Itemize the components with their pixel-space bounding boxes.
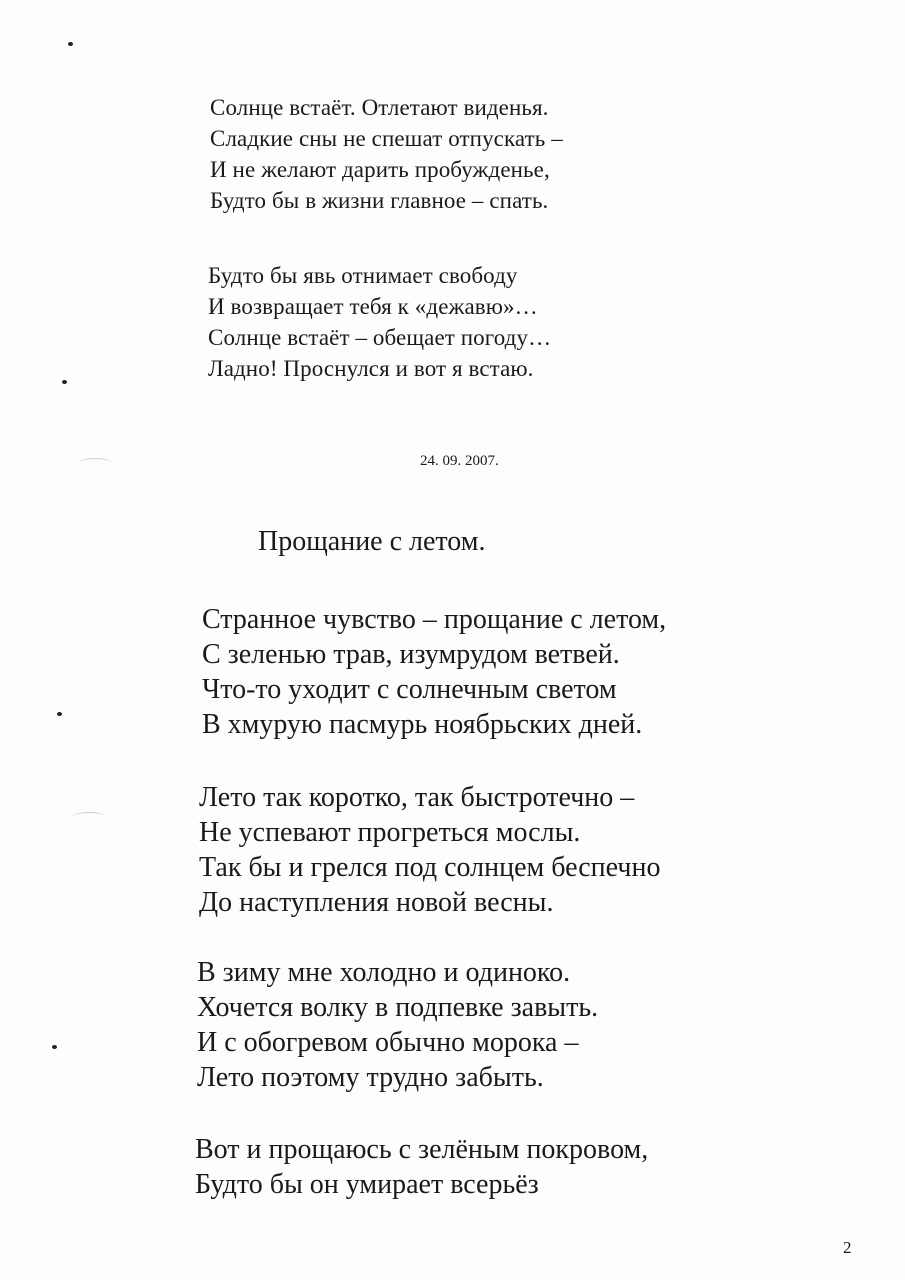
scan-speck [52, 1045, 57, 1049]
poem2-stanza-4 [195, 1132, 648, 1202]
poem1-stanza-2 [208, 260, 551, 384]
scan-smudge [78, 458, 112, 469]
poem1-stanza-1 [210, 92, 563, 216]
poem2-stanza-3 [197, 955, 598, 1095]
poem-line: Солнце встаёт. Отлетают виденья. [210, 95, 549, 120]
scan-speck [62, 380, 67, 384]
poem-line: Сладкие сны не спешат отпускать – [210, 126, 563, 151]
poem-line: Будто бы в жизни главное – спать. [210, 188, 549, 213]
poem-line: Так бы и грелся под солнцем беспечно [199, 852, 661, 883]
poem-line: Не успевают прогреться мослы. [199, 817, 581, 848]
poem-line: В зиму мне холодно и одиноко. [197, 957, 571, 988]
poem-line: И не желают дарить пробужденье, [210, 157, 550, 182]
poem-line: До наступления новой весны. [199, 887, 554, 918]
poem-line: Ладно! Проснулся и вот я встаю. [208, 356, 534, 381]
page-number: 2 [843, 1238, 852, 1257]
poem-line: Хочется волку в подпевке завыть. [197, 992, 599, 1023]
poem-line: Солнце встаёт – обещает погоду… [208, 325, 552, 350]
poem2-stanza-1 [202, 602, 666, 742]
poem-line: Будто бы явь отнимает свободу [208, 263, 518, 288]
poem-line: С зеленью трав, изумрудом ветвей. [202, 639, 620, 670]
poem-line: И с обогревом обычно морока – [197, 1027, 579, 1058]
poem1-date: 24. 09. 2007. [420, 453, 499, 469]
poem-line: Странное чувство – прощание с летом, [202, 604, 667, 635]
poem-line: Что-то уходит с солнечным светом [202, 674, 617, 705]
poem2-stanza-2 [199, 780, 660, 920]
poem-line: Вот и прощаюсь с зелёным покровом, [195, 1134, 649, 1165]
poem-line: В хмурую пасмурь ноябрьских дней. [202, 709, 643, 740]
poem-line: Будто бы он умирает всерьёз [195, 1169, 539, 1200]
scan-speck [57, 712, 62, 716]
scan-smudge [72, 812, 106, 823]
poem-line: И возвращает тебя к «дежавю»… [208, 294, 538, 319]
poem2-title: Прощание с летом. [258, 526, 486, 557]
scan-speck [68, 42, 73, 46]
poem-line: Лето поэтому трудно забыть. [197, 1062, 544, 1093]
poem-line: Лето так коротко, так быстротечно – [199, 782, 635, 813]
